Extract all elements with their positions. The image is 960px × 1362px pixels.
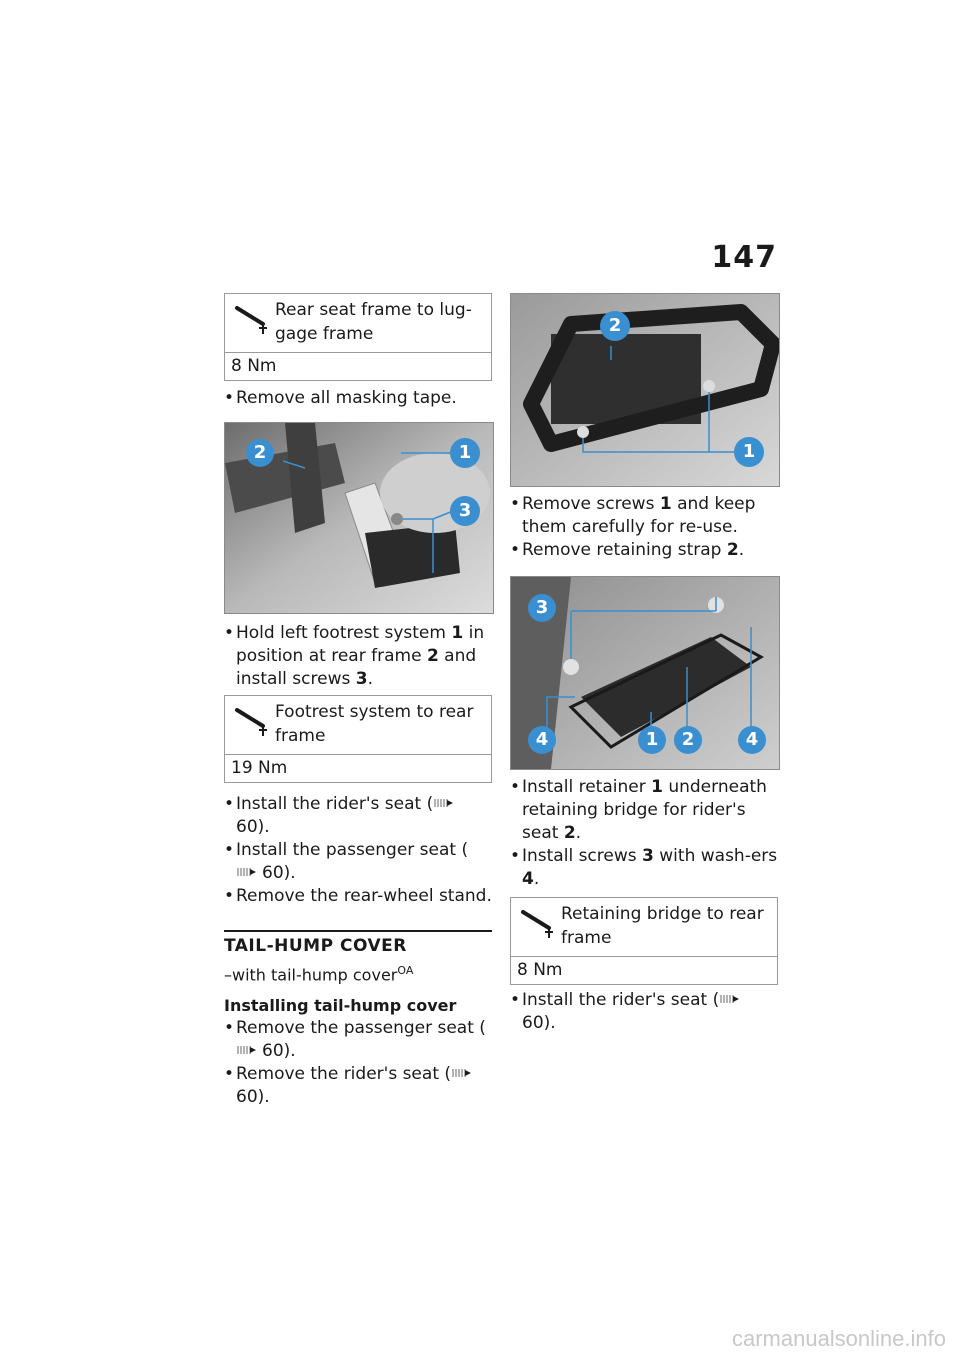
- torque-wrench-icon: [233, 298, 275, 338]
- torque-value: 8 Nm: [231, 356, 277, 376]
- torque-table-rear-seat-frame: [224, 293, 492, 381]
- torque-wrench-icon: [519, 902, 561, 942]
- list-item: • Remove the rider's seat (60).: [224, 1063, 492, 1109]
- list-item: • Install retainer 1 underneath retaining bridge for rider's seat 2.: [510, 777, 767, 843]
- callout-4: 4: [527, 725, 557, 759]
- section-title: TAIL-HUMP COVER: [224, 930, 492, 956]
- watermark-footer: carmanualsonline.info: [731, 1326, 946, 1351]
- left-column: [224, 293, 492, 1109]
- bullet-list: [224, 793, 492, 908]
- callout-2: 2: [245, 438, 275, 472]
- footrest-photo: [224, 422, 494, 614]
- torque-value: 8 Nm: [517, 960, 563, 980]
- torque-table-footrest: [224, 695, 492, 783]
- list-item: • Install the rider's seat (60).: [224, 793, 492, 839]
- list-item: • Install the rider's seat (60).: [510, 989, 778, 1035]
- page-reference-icon: [433, 796, 459, 810]
- retaining-strap-photo: [510, 293, 780, 487]
- list-item: • Install screws 3 with wash-ers 4.: [510, 846, 778, 889]
- bullet-list: [510, 493, 778, 562]
- list-item: • Remove the passenger seat (60).: [224, 1018, 486, 1062]
- callout-1: 1: [733, 436, 765, 472]
- torque-label: Rear seat frame to lug-gage frame: [275, 300, 472, 344]
- torque-value: 19 Nm: [231, 758, 288, 778]
- right-column: [510, 293, 778, 1035]
- callout-1: 1: [449, 437, 481, 473]
- torque-wrench-icon: [233, 700, 275, 740]
- bullet-list: [224, 1017, 492, 1109]
- list-item: • Remove retaining strap 2.: [510, 540, 745, 560]
- bullet-list: [224, 387, 492, 410]
- torque-label: Retaining bridge to rear frame: [561, 904, 764, 948]
- callout-2: 2: [599, 310, 631, 346]
- callout-1: 1: [637, 725, 667, 759]
- list-item: • Hold left footrest system 1 in position at rear frame 2 and install screws 3.: [224, 623, 485, 689]
- torque-label: Footrest system to rear frame: [275, 702, 474, 746]
- list-item: • Remove all masking tape.: [224, 388, 457, 408]
- page-number: 147: [711, 240, 777, 275]
- page-reference-icon: [451, 1066, 477, 1080]
- list-item: • Install the passenger seat (60).: [224, 840, 469, 883]
- section-subtitle: –with tail-hump cover$^{OA}$: [224, 964, 414, 985]
- page-reference-icon: [719, 992, 745, 1006]
- bullet-list: [224, 622, 492, 691]
- torque-table-retaining-bridge: [510, 897, 778, 985]
- callout-3: 3: [449, 495, 481, 531]
- page-reference-icon: [236, 1043, 262, 1057]
- callout-3: 3: [527, 593, 557, 627]
- retainer-photo: [510, 576, 780, 770]
- list-item: • Remove the rear-wheel stand.: [224, 886, 492, 906]
- list-item: • Remove screws 1 and keep them carefully for re-use.: [510, 494, 756, 537]
- page-reference-icon: [236, 865, 262, 879]
- bullet-list: [510, 989, 778, 1035]
- callout-4: 4: [737, 725, 767, 759]
- callout-2: 2: [673, 725, 703, 759]
- subheading: Installing tail-hump cover: [224, 996, 457, 1016]
- bullet-list: [510, 776, 778, 891]
